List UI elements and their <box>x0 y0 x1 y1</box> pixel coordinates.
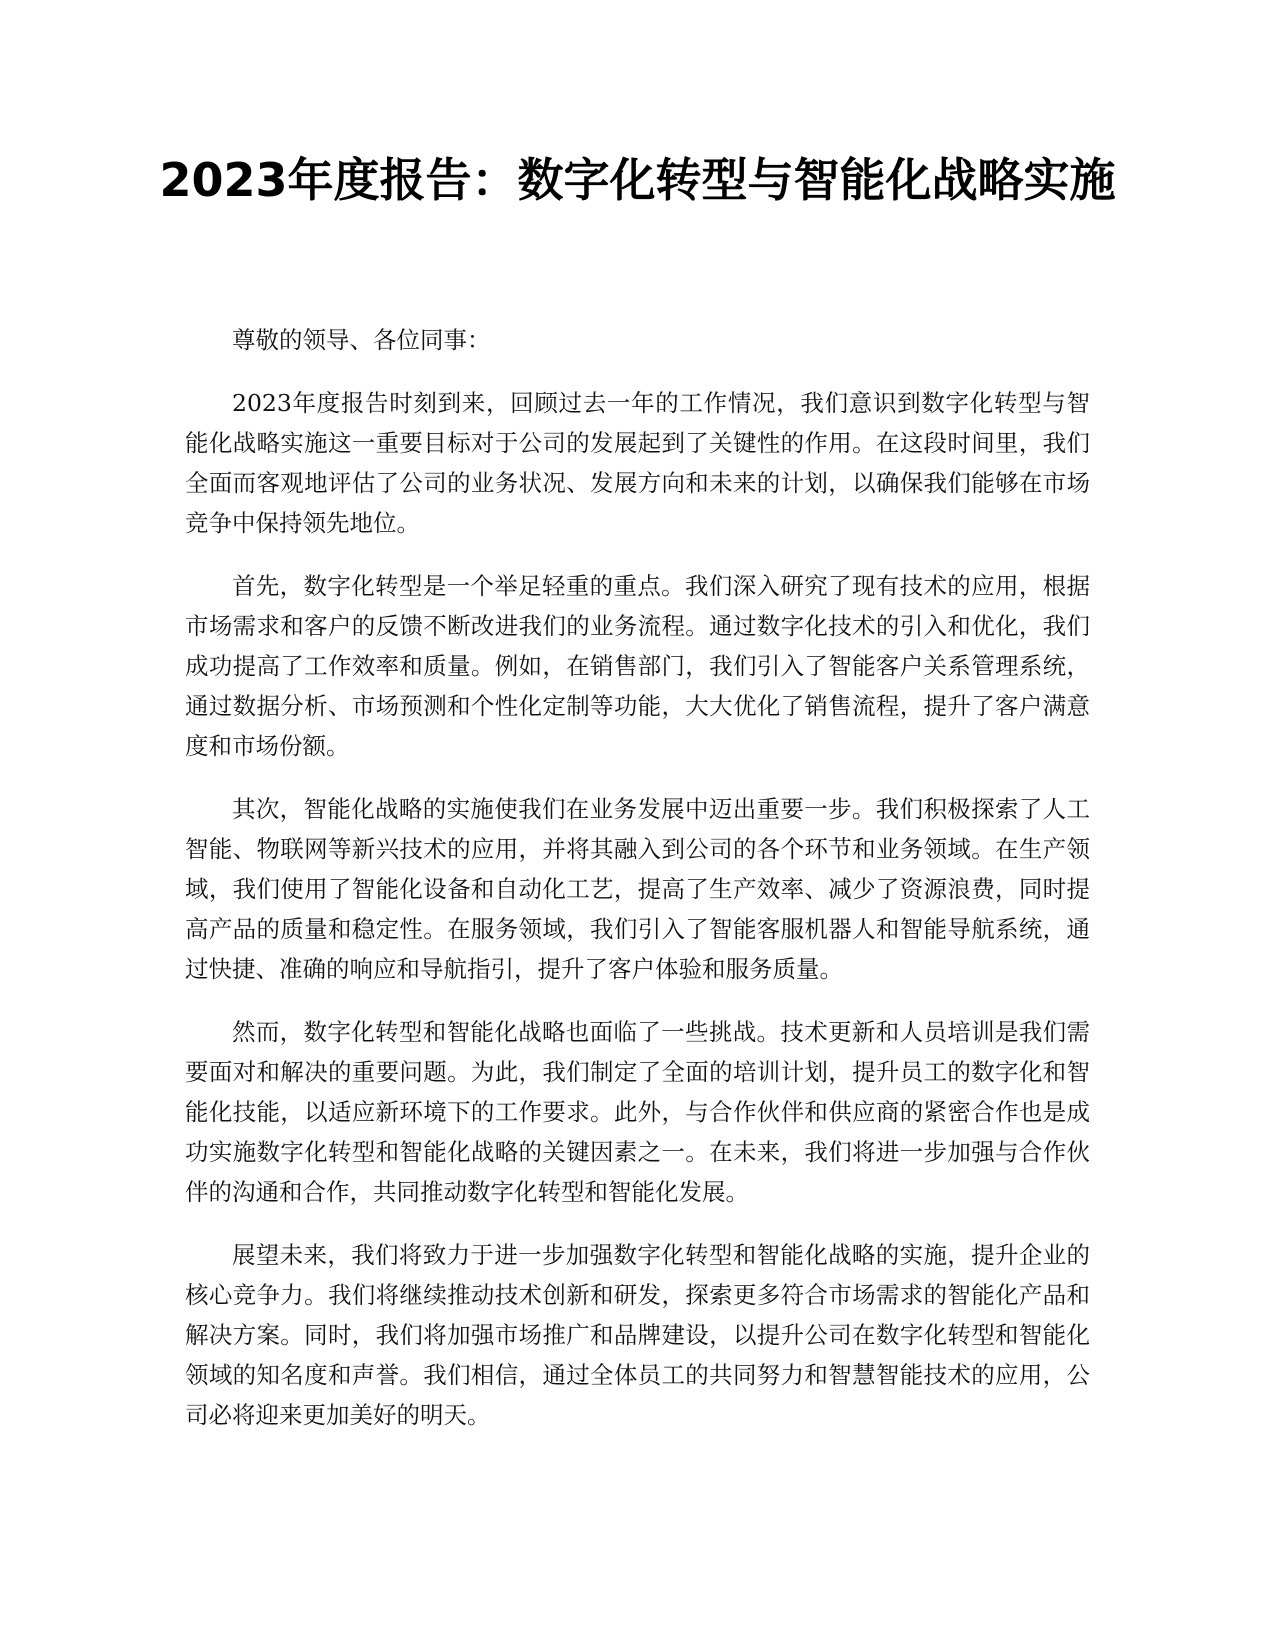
body-paragraph-3: 其次，智能化战略的实施使我们在业务发展中迈出重要一步。我们积极探索了人工智能、物联网等新兴技术的应用，并将其融入到公司的各个环节和业务领域。在生产领域，我们使用了智能化设备和自动化工艺，提高了生产效率、减少了资源浪费，同时提高产品的质量和稳定性。在服务领域，我们引入了智能客服机器人和智能导航系统，通过快捷、准确的响应和导航指引，提升了客户体验和服务质量。 <box>185 795 1090 983</box>
body-paragraph-5: 展望未来，我们将致力于进一步加强数字化转型和智能化战略的实施，提升企业的核心竞争力。我们将继续推动技术创新和研发，探索更多符合市场需求的智能化产品和解决方案。同时，我们将加强市场推广和品牌建设，以提升公司在数字化转型和智能化领域的知名度和声誉。我们相信，通过全体员工的共同努力和智慧智能技术的应用，公司必将迎来更加美好的明天。 <box>185 1241 1090 1429</box>
document-body <box>185 320 1090 1458</box>
body-paragraph-4: 然而，数字化转型和智能化战略也面临了一些挑战。技术更新和人员培训是我们需要面对和解决的重要问题。为此，我们制定了全面的培训计划，提升员工的数字化和智能化技能，以适应新环境下的工作要求。此外，与合作伙伴和供应商的紧密合作也是成功实施数字化转型和智能化战略的关键因素之一。在未来，我们将进一步加强与合作伙伴的沟通和合作，共同推动数字化转型和智能化发展。 <box>185 1018 1090 1206</box>
body-paragraph-1: 2023年度报告时刻到来，回顾过去一年的工作情况，我们意识到数字化转型与智能化战略实施这一重要目标对于公司的发展起到了关键性的作用。在这段时间里，我们全面而客观地评估了公司的业务状况、发展方向和未来的计划，以确保我们能够在市场竞争中保持领先地位。 <box>185 389 1090 537</box>
greeting-paragraph: 尊敬的领导、各位同事： <box>232 326 491 354</box>
document-title: 2023年度报告：数字化转型与智能化战略实施 <box>159 153 1116 207</box>
body-paragraph-2: 首先，数字化转型是一个举足轻重的重点。我们深入研究了现有技术的应用，根据市场需求和客户的反馈不断改进我们的业务流程。通过数字化技术的引入和优化，我们成功提高了工作效率和质量。例如，在销售部门，我们引入了智能客户关系管理系统，通过数据分析、市场预测和个性化定制等功能，大大优化了销售流程，提升了客户满意度和市场份额。 <box>185 572 1090 760</box>
